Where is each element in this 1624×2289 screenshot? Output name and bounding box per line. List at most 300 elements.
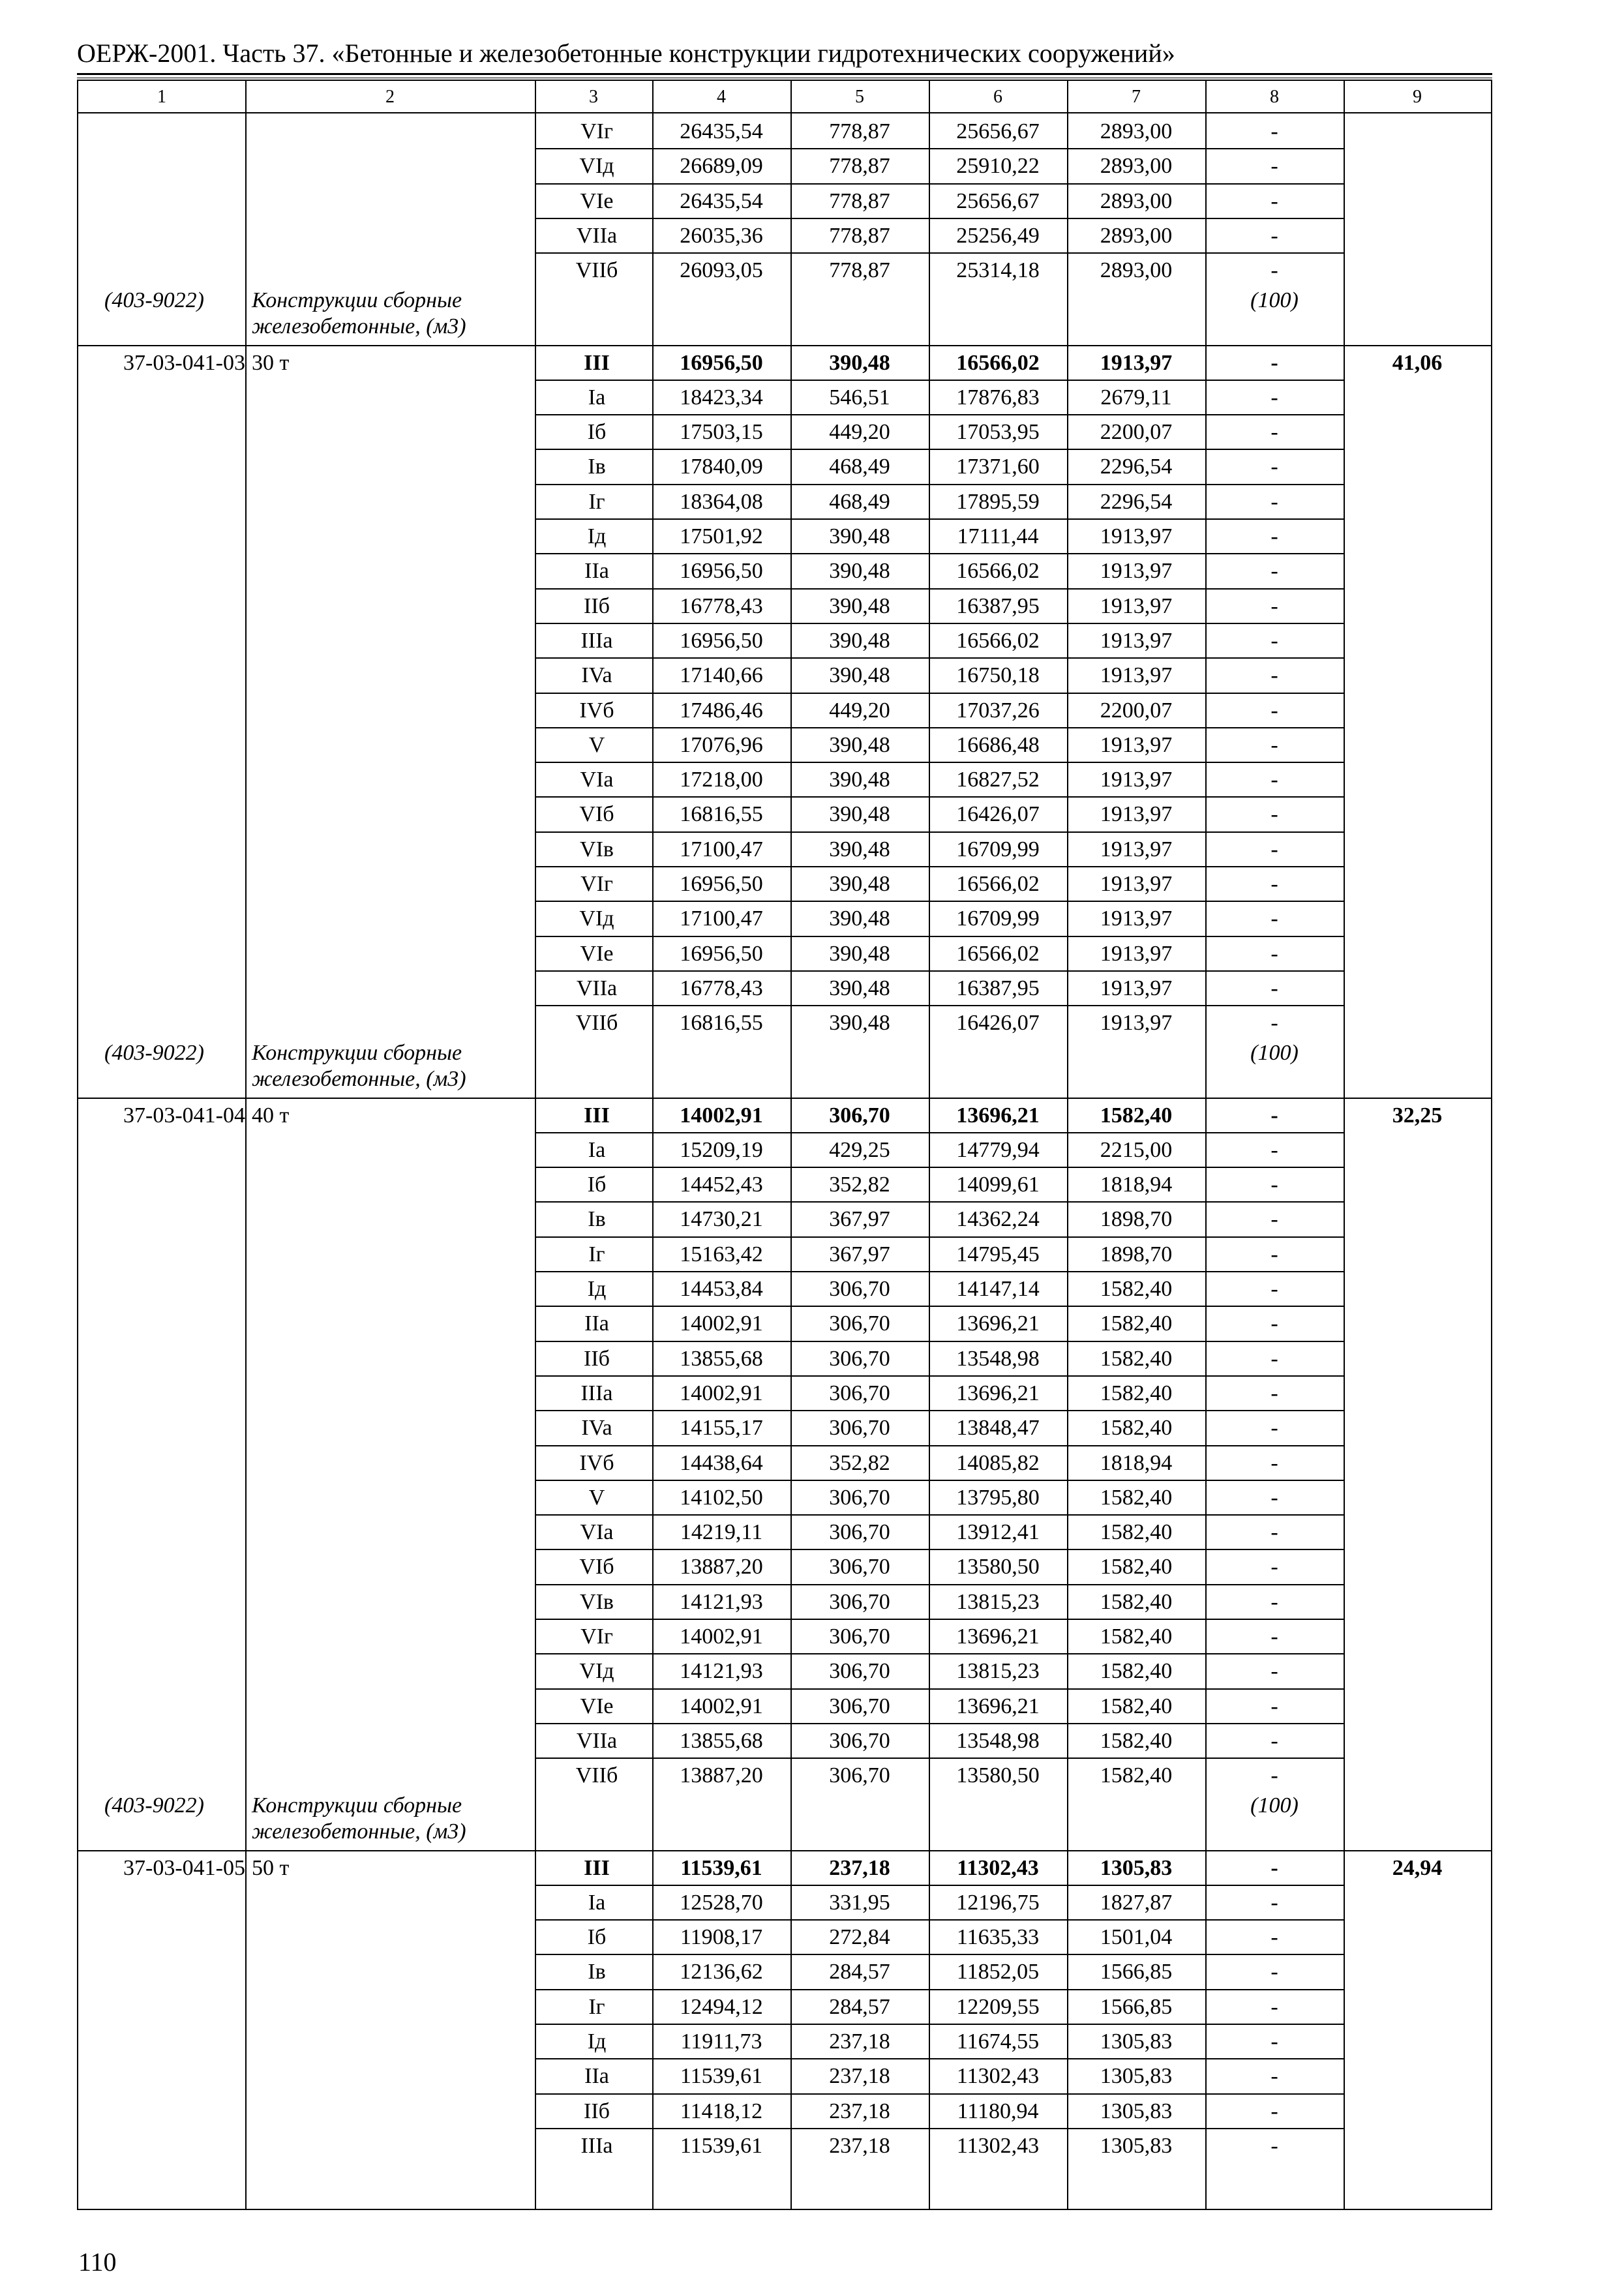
- table-cell: 13912,41: [956, 1520, 1040, 1545]
- table-cell: 306,70: [829, 1694, 890, 1718]
- table-cell: 14779,94: [956, 1137, 1040, 1162]
- row-divider: [535, 1989, 1344, 1990]
- table-cell: 1305,83: [1100, 2064, 1173, 2089]
- table-cell: 2893,00: [1100, 223, 1173, 248]
- table-cell: -: [1271, 524, 1278, 548]
- table-cell: -: [1271, 2064, 1278, 2089]
- table-cell: -: [1271, 350, 1278, 375]
- table-cell: 13815,23: [956, 1589, 1040, 1614]
- section-divider: [78, 1850, 1491, 1851]
- table-cell: -: [1271, 223, 1278, 248]
- row-divider: [535, 1549, 1344, 1550]
- table-cell: 16816,55: [680, 802, 763, 827]
- table-cell: 16956,50: [680, 559, 763, 584]
- table-cell: 306,70: [829, 1728, 890, 1753]
- table-cell: 16750,18: [956, 663, 1040, 688]
- row-divider: [535, 1410, 1344, 1411]
- table-cell: 1582,40: [1100, 1416, 1173, 1441]
- table-cell: 13696,21: [956, 1694, 1040, 1718]
- table-cell: 13887,20: [680, 1763, 763, 1788]
- table-cell: 14102,50: [680, 1485, 763, 1510]
- zone-code: VIe: [580, 1694, 614, 1718]
- column-divider: [1344, 81, 1345, 2209]
- table-cell: 14362,24: [956, 1207, 1040, 1232]
- table-cell: 390,48: [829, 628, 890, 653]
- table-cell: 1913,97: [1100, 976, 1173, 1000]
- table-cell: 390,48: [829, 524, 890, 548]
- table-cell: 390,48: [829, 906, 890, 931]
- zone-code: Iг: [588, 1994, 605, 2019]
- row-divider: [535, 1167, 1344, 1168]
- table-cell: 1913,97: [1100, 837, 1173, 861]
- table-cell: -: [1271, 1416, 1278, 1441]
- table-cell: 17037,26: [956, 698, 1040, 723]
- table-cell: 14147,14: [956, 1277, 1040, 1301]
- table-cell: 1305,83: [1100, 1855, 1173, 1880]
- table-cell: 14121,93: [680, 1589, 763, 1614]
- zone-code: VIIa: [576, 1728, 618, 1753]
- row-divider: [535, 1584, 1344, 1585]
- table-cell: 17486,46: [680, 698, 763, 723]
- resource-quantity: (100): [1250, 1040, 1299, 1065]
- row-divider: [535, 657, 1344, 659]
- column-header-9: 9: [1344, 81, 1491, 113]
- table-cell: 2893,00: [1100, 119, 1173, 143]
- table-cell: 11852,05: [956, 1960, 1040, 1984]
- table-cell: 284,57: [829, 1994, 890, 2019]
- zone-code: VIд: [579, 154, 614, 179]
- table-cell: 11418,12: [680, 2099, 763, 2123]
- table-cell: -: [1271, 802, 1278, 827]
- table-cell: 16956,50: [680, 941, 763, 966]
- row-divider: [535, 449, 1344, 450]
- table-cell: 778,87: [829, 119, 890, 143]
- table-cell: -: [1271, 455, 1278, 479]
- table-cell: -: [1271, 559, 1278, 584]
- rate-col9-value: 24,94: [1392, 1855, 1443, 1880]
- table-cell: 1913,97: [1100, 524, 1173, 548]
- table-cell: 390,48: [829, 663, 890, 688]
- zone-code: IVa: [581, 663, 612, 688]
- zone-code: VIIб: [575, 1011, 618, 1036]
- table-cell: 306,70: [829, 1381, 890, 1405]
- table-cell: 1818,94: [1100, 1173, 1173, 1197]
- row-divider: [535, 380, 1344, 381]
- table-cell: 1566,85: [1100, 1960, 1173, 1984]
- zone-code: V: [588, 1485, 605, 1510]
- column-header-7: 7: [1067, 81, 1205, 113]
- zone-code: Iб: [587, 420, 607, 445]
- table-cell: 1913,97: [1100, 941, 1173, 966]
- table-cell: 11539,61: [680, 2133, 763, 2158]
- row-divider: [535, 970, 1344, 972]
- zone-code: IVб: [579, 1450, 614, 1475]
- zone-code: IIб: [584, 2099, 610, 2123]
- table-cell: 390,48: [829, 941, 890, 966]
- row-divider: [535, 1306, 1344, 1307]
- table-cell: -: [1271, 1925, 1278, 1950]
- table-cell: 17100,47: [680, 906, 763, 931]
- table-cell: 306,70: [829, 1416, 890, 1441]
- table-cell: 14002,91: [680, 1103, 763, 1128]
- table-cell: 16686,48: [956, 732, 1040, 757]
- table-cell: 237,18: [829, 2099, 890, 2123]
- row-divider: [535, 866, 1344, 867]
- table-cell: 367,97: [829, 1207, 890, 1232]
- table-cell: -: [1271, 837, 1278, 861]
- table-cell: 11302,43: [956, 2133, 1040, 2158]
- zone-code: IIIa: [580, 1381, 613, 1405]
- table-cell: -: [1271, 1694, 1278, 1718]
- table-cell: 352,82: [829, 1450, 890, 1475]
- zone-code: VIг: [580, 872, 613, 896]
- table-cell: 1913,97: [1100, 663, 1173, 688]
- table-cell: -: [1271, 1173, 1278, 1197]
- table-cell: 306,70: [829, 1589, 890, 1614]
- table-cell: 1582,40: [1100, 1346, 1173, 1371]
- column-header-1: 1: [78, 81, 245, 113]
- table-cell: 14099,61: [956, 1173, 1040, 1197]
- table-cell: 25656,67: [956, 119, 1040, 143]
- table-cell: -: [1271, 1589, 1278, 1614]
- table-cell: 390,48: [829, 872, 890, 896]
- table-cell: 2200,07: [1100, 698, 1173, 723]
- table-cell: 26035,36: [680, 223, 763, 248]
- table-cell: -: [1271, 906, 1278, 931]
- resource-name-line: Конструкции сборные: [252, 288, 462, 312]
- header-rule: [77, 73, 1492, 75]
- table-cell: 1913,97: [1100, 906, 1173, 931]
- table-cell: 13580,50: [956, 1555, 1040, 1579]
- table-cell: 331,95: [829, 1890, 890, 1915]
- table-cell: 14795,45: [956, 1242, 1040, 1266]
- table-cell: 16566,02: [956, 628, 1040, 653]
- table-cell: 11674,55: [956, 2029, 1040, 2054]
- table-cell: 26435,54: [680, 119, 763, 143]
- table-cell: 237,18: [829, 2133, 890, 2158]
- zone-code: VIa: [580, 768, 614, 792]
- table-cell: 11180,94: [957, 2099, 1039, 2123]
- table-cell: 352,82: [829, 1173, 890, 1197]
- table-cell: 17140,66: [680, 663, 763, 688]
- table-cell: 14219,11: [680, 1520, 763, 1545]
- zone-code: VIIa: [576, 223, 618, 248]
- table-cell: 1582,40: [1100, 1311, 1173, 1336]
- table-cell: 1566,85: [1100, 1994, 1173, 2019]
- table-cell: 13696,21: [956, 1103, 1040, 1128]
- table-cell: 1818,94: [1100, 1450, 1173, 1475]
- page-number: 110: [78, 2247, 117, 2277]
- resource-name-line: железобетонные, (м3): [252, 314, 466, 338]
- table-cell: 11911,73: [680, 2029, 762, 2054]
- zone-code: VIб: [579, 1555, 614, 1579]
- zone-code: Ia: [588, 385, 606, 410]
- table-cell: 16778,43: [680, 976, 763, 1000]
- table-cell: -: [1271, 1346, 1278, 1371]
- row-divider: [535, 693, 1344, 694]
- column-header-8: 8: [1205, 81, 1344, 113]
- table-cell: 284,57: [829, 1960, 890, 1984]
- table-cell: 12196,75: [956, 1890, 1040, 1915]
- table-cell: 1913,97: [1100, 1011, 1173, 1036]
- table-cell: 13696,21: [956, 1311, 1040, 1336]
- zone-code: VIд: [579, 1659, 614, 1684]
- zone-code: Iв: [588, 1207, 606, 1232]
- zone-code: III: [584, 350, 610, 375]
- table-cell: 778,87: [829, 223, 890, 248]
- table-cell: 13696,21: [956, 1381, 1040, 1405]
- table-cell: 1582,40: [1100, 1763, 1173, 1788]
- zone-code: VIв: [580, 837, 614, 861]
- zone-code: III: [584, 1103, 610, 1128]
- zone-code: VIг: [580, 1624, 613, 1649]
- zone-code: IIб: [584, 593, 610, 618]
- row-divider: [535, 1375, 1344, 1377]
- table-cell: -: [1271, 1485, 1278, 1510]
- table-cell: -: [1271, 732, 1278, 757]
- table-cell: 390,48: [829, 350, 890, 375]
- table-cell: -: [1271, 1659, 1278, 1684]
- row-divider: [535, 2024, 1344, 2025]
- row-divider: [535, 1132, 1344, 1133]
- column-divider: [245, 81, 247, 2209]
- table-cell: -: [1271, 1137, 1278, 1162]
- table-cell: 2296,54: [1100, 489, 1173, 514]
- table-cell: 14085,82: [956, 1450, 1040, 1475]
- table-cell: -: [1271, 154, 1278, 179]
- table-cell: 16709,99: [956, 906, 1040, 931]
- table-cell: 1582,40: [1100, 1624, 1173, 1649]
- table-cell: 306,70: [829, 1311, 890, 1336]
- table-cell: -: [1271, 2029, 1278, 2054]
- row-divider: [535, 553, 1344, 554]
- resource-name-line: железобетонные, (м3): [252, 1819, 466, 1844]
- table-cell: 16956,50: [680, 628, 763, 653]
- table-cell: 1913,97: [1100, 732, 1173, 757]
- table-cell: 306,70: [829, 1277, 890, 1301]
- zone-code: VIIa: [576, 976, 618, 1000]
- section-divider: [78, 1098, 1491, 1099]
- table-cell: -: [1271, 593, 1278, 618]
- column-header-2: 2: [245, 81, 535, 113]
- zone-code: IIIa: [580, 628, 613, 653]
- table-cell: 13855,68: [680, 1346, 763, 1371]
- zone-code: IIIa: [580, 2133, 613, 2158]
- resource-quantity: (100): [1250, 1793, 1299, 1818]
- table-cell: 13848,47: [956, 1416, 1040, 1441]
- zone-code: VIIб: [575, 1763, 618, 1788]
- table-cell: 25314,18: [956, 258, 1040, 283]
- zone-code: Ia: [588, 1890, 606, 1915]
- zone-code: IIб: [584, 1346, 610, 1371]
- column-header-4: 4: [652, 81, 790, 113]
- zone-code: Iд: [587, 2029, 607, 2054]
- row-divider: [535, 148, 1344, 149]
- row-divider: [535, 1885, 1344, 1886]
- table-cell: -: [1271, 1763, 1278, 1788]
- table-cell: 1582,40: [1100, 1520, 1173, 1545]
- table-cell: 17111,44: [957, 524, 1039, 548]
- table-cell: 1305,83: [1100, 2029, 1173, 2054]
- table-cell: 16426,07: [956, 1011, 1040, 1036]
- table-cell: 449,20: [829, 420, 890, 445]
- row-divider: [535, 588, 1344, 590]
- table-cell: 367,97: [829, 1242, 890, 1266]
- table-cell: 13887,20: [680, 1555, 763, 1579]
- row-divider: [535, 1954, 1344, 1955]
- table-cell: 13795,80: [956, 1485, 1040, 1510]
- row-divider: [535, 1341, 1344, 1342]
- resource-quantity: (100): [1250, 288, 1299, 312]
- table-cell: 390,48: [829, 768, 890, 792]
- rate-name: 50 т: [252, 1855, 290, 1880]
- section-divider: [78, 345, 1491, 346]
- table-cell: 26689,09: [680, 154, 763, 179]
- table-cell: 13548,98: [956, 1728, 1040, 1753]
- rate-code: 37-03-041-04: [123, 1103, 245, 1128]
- resource-name-line: Конструкции сборные: [252, 1040, 462, 1065]
- table-cell: 306,70: [829, 1346, 890, 1371]
- table-cell: -: [1271, 489, 1278, 514]
- table-cell: 12528,70: [680, 1890, 763, 1915]
- table-cell: 1582,40: [1100, 1728, 1173, 1753]
- table-cell: 16709,99: [956, 837, 1040, 861]
- row-divider: [535, 1201, 1344, 1203]
- row-divider: [535, 1919, 1344, 1921]
- table-cell: -: [1271, 941, 1278, 966]
- column-header-3: 3: [535, 81, 652, 113]
- zone-code: Iв: [588, 1960, 606, 1984]
- table-cell: -: [1271, 1277, 1278, 1301]
- table-cell: 13855,68: [680, 1728, 763, 1753]
- table-cell: 2215,00: [1100, 1137, 1173, 1162]
- table-cell: -: [1271, 1728, 1278, 1753]
- table-cell: 429,25: [829, 1137, 890, 1162]
- table-cell: 17100,47: [680, 837, 763, 861]
- table-cell: -: [1271, 1381, 1278, 1405]
- table-cell: 778,87: [829, 154, 890, 179]
- table-cell: 2200,07: [1100, 420, 1173, 445]
- table-cell: 15209,19: [680, 1137, 763, 1162]
- table-cell: 1582,40: [1100, 1485, 1173, 1510]
- table-cell: 272,84: [829, 1925, 890, 1950]
- table-cell: 390,48: [829, 593, 890, 618]
- zone-code: VIг: [580, 119, 613, 143]
- table-cell: 14121,93: [680, 1659, 763, 1684]
- zone-code: Iд: [587, 1277, 607, 1301]
- resource-ref: (403-9022): [104, 1040, 204, 1065]
- table-cell: -: [1271, 663, 1278, 688]
- table-cell: 306,70: [829, 1103, 890, 1128]
- table-cell: 306,70: [829, 1485, 890, 1510]
- table-cell: 778,87: [829, 188, 890, 213]
- table-cell: 25910,22: [956, 154, 1040, 179]
- rate-code: 37-03-041-03: [123, 350, 245, 375]
- row-divider: [535, 2093, 1344, 2095]
- table-cell: 390,48: [829, 1011, 890, 1036]
- table-cell: -: [1271, 1207, 1278, 1232]
- table-cell: 14730,21: [680, 1207, 763, 1232]
- table-cell: 2679,11: [1100, 385, 1172, 410]
- table-cell: 17218,00: [680, 768, 763, 792]
- zone-code: IVб: [579, 698, 614, 723]
- table-cell: 14438,64: [680, 1450, 763, 1475]
- table-cell: 16426,07: [956, 802, 1040, 827]
- zone-code: VIa: [580, 1520, 614, 1545]
- zone-code: VIIб: [575, 258, 618, 283]
- resource-name-line: железобетонные, (м3): [252, 1066, 466, 1091]
- table-cell: 306,70: [829, 1763, 890, 1788]
- row-divider: [535, 1445, 1344, 1446]
- table-cell: -: [1271, 2099, 1278, 2123]
- table-cell: 12209,55: [956, 1994, 1040, 2019]
- table-cell: 17876,83: [956, 385, 1040, 410]
- table-cell: -: [1271, 188, 1278, 213]
- zone-code: IIa: [584, 2064, 609, 2089]
- row-divider: [535, 1236, 1344, 1238]
- table-cell: 26435,54: [680, 188, 763, 213]
- table-cell: 17503,15: [680, 420, 763, 445]
- row-divider: [535, 2058, 1344, 2059]
- table-cell: 306,70: [829, 1555, 890, 1579]
- table-cell: 17840,09: [680, 455, 763, 479]
- table-cell: 390,48: [829, 976, 890, 1000]
- row-divider: [535, 623, 1344, 624]
- zone-code: VIв: [580, 1589, 614, 1614]
- table-cell: 449,20: [829, 698, 890, 723]
- table-cell: 16827,52: [956, 768, 1040, 792]
- table-cell: 1913,97: [1100, 802, 1173, 827]
- table-cell: 1898,70: [1100, 1207, 1173, 1232]
- table-cell: -: [1271, 1103, 1278, 1128]
- table-cell: 17895,59: [956, 489, 1040, 514]
- row-divider: [535, 936, 1344, 937]
- table-cell: 25256,49: [956, 223, 1040, 248]
- table-cell: 306,70: [829, 1520, 890, 1545]
- row-divider: [535, 1619, 1344, 1620]
- zone-code: VIб: [579, 802, 614, 827]
- table-cell: 13580,50: [956, 1763, 1040, 1788]
- table-cell: 546,51: [829, 385, 890, 410]
- table-cell: 11302,43: [957, 1855, 1039, 1880]
- table-cell: 237,18: [829, 2064, 890, 2089]
- zone-code: III: [584, 1855, 610, 1880]
- table-cell: -: [1271, 420, 1278, 445]
- table-cell: 1913,97: [1100, 350, 1173, 375]
- table-cell: 16956,50: [680, 872, 763, 896]
- row-divider: [535, 762, 1344, 763]
- row-divider: [535, 414, 1344, 415]
- table-cell: -: [1271, 1242, 1278, 1266]
- zone-code: Iг: [588, 489, 605, 514]
- column-header-5: 5: [790, 81, 929, 113]
- table-cell: 1501,04: [1100, 1925, 1173, 1950]
- table-cell: 18364,08: [680, 489, 763, 514]
- resource-name-line: Конструкции сборные: [252, 1793, 462, 1818]
- table-cell: 1305,83: [1100, 2133, 1173, 2158]
- table-cell: 390,48: [829, 802, 890, 827]
- table-cell: 1582,40: [1100, 1277, 1173, 1301]
- zone-code: IIa: [584, 1311, 609, 1336]
- table-cell: 13696,21: [956, 1624, 1040, 1649]
- table-cell: 2893,00: [1100, 154, 1173, 179]
- table-cell: 1582,40: [1100, 1381, 1173, 1405]
- table-cell: 1898,70: [1100, 1242, 1173, 1266]
- table-cell: -: [1271, 976, 1278, 1000]
- table-cell: -: [1271, 2133, 1278, 2158]
- table-cell: 16566,02: [956, 559, 1040, 584]
- zone-code: VIe: [580, 188, 614, 213]
